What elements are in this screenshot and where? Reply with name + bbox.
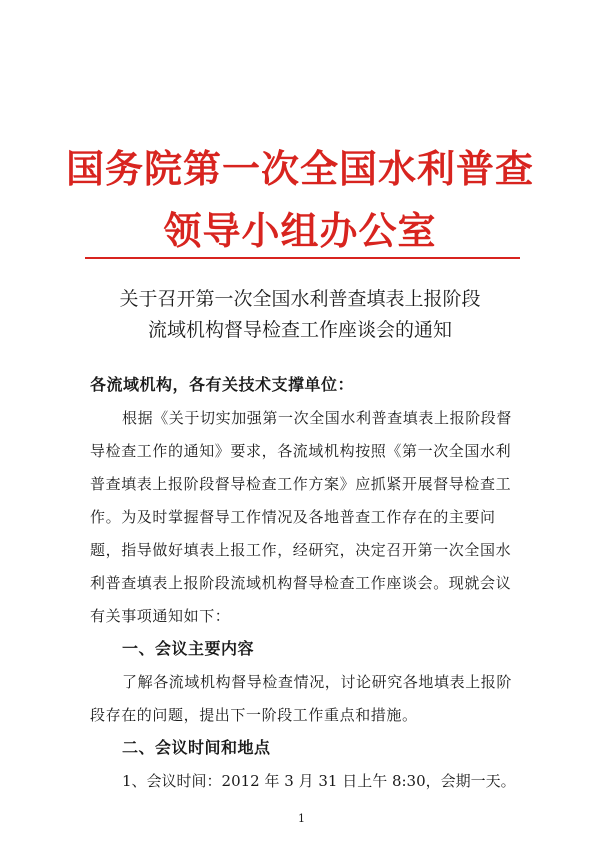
body-line: 导检查工作的通知》要求，各流域机构按照《第一次全国水利 — [90, 442, 512, 460]
addressee: 各流域机构，各有关技术支撑单位： — [90, 375, 355, 394]
body-line: 段存在的问题，提出下一阶段工作重点和措施。 — [90, 706, 418, 724]
body-line: 了解各流域机构督导检查情况，讨论研究各地填表上报阶 — [122, 673, 513, 691]
section2-heading: 二、会议时间和地点 — [122, 738, 271, 757]
body-line: 根据《关于切实加强第一次全国水利普查填表上报阶段督 — [122, 409, 513, 427]
body-line: 普查填表上报阶段督导检查工作方案》应抓紧开展督导检查工 — [90, 475, 512, 493]
header-title-line2: 领导小组办公室 — [163, 208, 437, 253]
page-number: 1 — [298, 812, 305, 825]
body-line: 作。为及时掌握督导工作情况及各地普查工作存在的主要问 — [90, 508, 496, 526]
body-line: 利普查填表上报阶段流域机构督导检查工作座谈会。现就会议 — [90, 574, 512, 592]
body-line: 题，指导做好填表上报工作，经研究，决定召开第一次全国水 — [90, 541, 512, 559]
notice-title-line1: 关于召开第一次全国水利普查填表上报阶段 — [119, 288, 481, 310]
header-title-line1: 国务院第一次全国水利普查 — [65, 146, 534, 191]
notice-title-line2: 流域机构督导检查工作座谈会的通知 — [147, 319, 452, 341]
body-line: 有关事项通知如下： — [90, 607, 231, 625]
meeting-time: 1、会议时间：2012 年 3 月 31 日上午 8:30，会期一天。 — [122, 772, 516, 790]
section1-heading: 一、会议主要内容 — [122, 639, 255, 658]
header-divider — [85, 257, 520, 259]
